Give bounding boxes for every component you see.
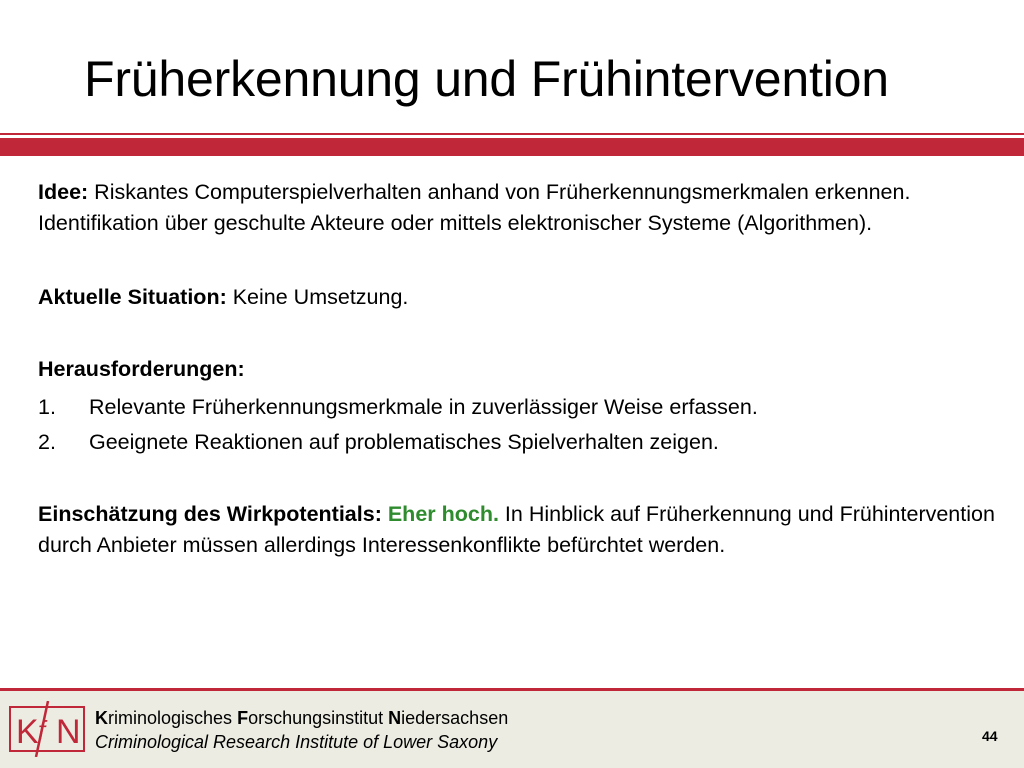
logo-text: K [16, 713, 39, 751]
assessment-value: Eher hoch. [387, 502, 499, 526]
list-item [38, 427, 1008, 458]
list-item-number: 2. [38, 430, 56, 454]
list-item-number: 1. [38, 395, 56, 419]
assessment-text: In Hinblick auf Früherkennung und Frühintervention durch Anbieter müssen allerdings Interessenkonflikte befürchtet werden. [38, 502, 995, 557]
footer-divider [0, 688, 1024, 691]
situation-text: Keine Umsetzung. [226, 285, 409, 309]
idee-label: Idee: [38, 180, 89, 204]
slide-content [38, 177, 1008, 561]
title-divider-thin [0, 133, 1024, 135]
institute-name-en: Criminological Research Institute of Lower Saxony [95, 732, 498, 752]
idee-text: Riskantes Computerspielverhalten anhand von Früherkennungsmerkmalen erkennen. Identifikation über geschulte Akteure oder mittels elektronischer Systeme (Algorithmen). [38, 180, 911, 235]
situation-label: Aktuelle Situation: [38, 285, 227, 309]
kfn-logo-icon [8, 701, 86, 757]
situation-paragraph [38, 282, 1008, 313]
institute-name [95, 706, 508, 754]
list-item [38, 392, 1008, 423]
institute-name-de: Kriminologisches Forschungsinstitut Niedersachsen [95, 708, 509, 728]
assessment-label: Einschätzung des Wirkpotentials: [38, 502, 382, 526]
assessment-paragraph [38, 499, 1008, 561]
list-item-text: Relevante Früherkennungsmerkmale in zuverlässiger Weise erfassen. [89, 395, 758, 419]
list-item-text: Geeignete Reaktionen auf problematisches Spielverhalten zeigen. [89, 430, 719, 454]
page-number: 44 [982, 728, 998, 744]
idee-paragraph [38, 177, 1008, 239]
slide-title: Früherkennung und Frühintervention [84, 51, 889, 107]
svg-text:N: N [56, 713, 81, 751]
svg-text:f: f [38, 715, 46, 745]
challenges-list [38, 392, 1008, 458]
title-divider [0, 138, 1024, 156]
challenges-heading: Herausforderungen: [38, 357, 245, 381]
